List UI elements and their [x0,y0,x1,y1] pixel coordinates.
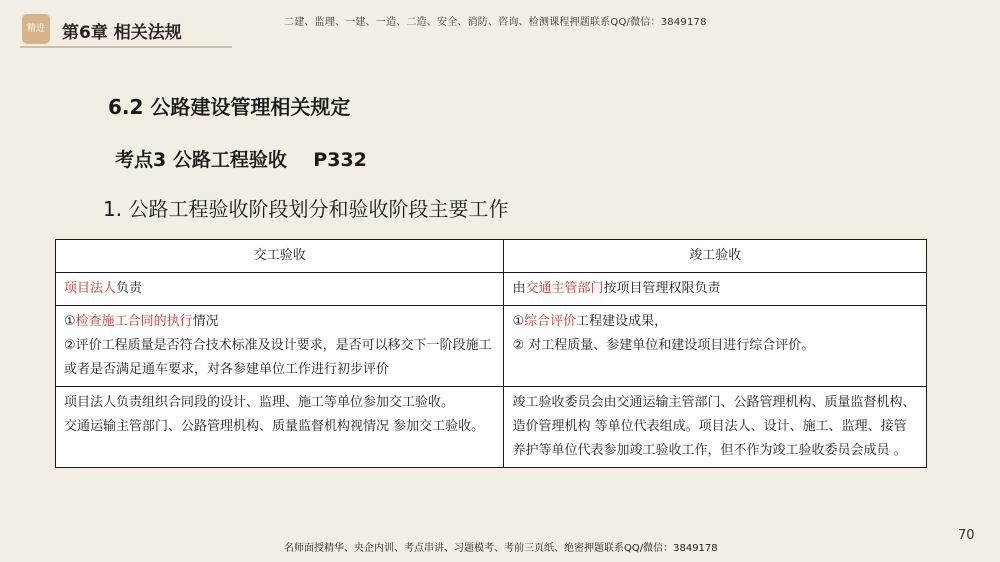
logo-badge: 精进 [22,14,50,44]
cell-line: ② 对工程质量、参建单位和建设项目进行综合评价。 [512,338,815,353]
cell-tasks-left [56,306,504,387]
table-row [56,273,927,306]
cell-text: 工程建设成果， [576,314,668,329]
highlight-text: 项目法人 [64,281,117,296]
highlight-text: 检查施工合同的执行 [75,314,193,329]
cell-responsible-right [504,273,927,306]
table-header-row [56,240,927,273]
table-row [56,387,927,468]
cell-line: ②评价工程质量是否符合技术标准及设计要求，是否可以移交下一阶段施工或者是否满足通车要求，对各参建单位工作进行初步评价 [64,338,492,377]
cell-line [64,310,495,334]
subtitle: 1. 公路工程验收阶段划分和验收阶段主要工作 [103,197,509,221]
cell-text: 负责 [116,281,143,296]
cell-tasks-right [504,306,927,387]
cell-text: 按项目管理权限负责 [603,281,721,296]
table-row [56,306,927,387]
chapter-divider [20,46,232,48]
page-number: 70 [958,528,975,543]
cell-participants-right [504,387,927,468]
header-handover-acceptance: 交工验收 [56,240,504,273]
cell-participants-left [56,387,504,468]
cell-line [512,310,918,334]
highlight-text: 交通主管部门 [525,281,604,296]
cell-text: ① [64,314,76,329]
cell-text: 情况 [192,314,219,329]
section-title: 6.2 公路建设管理相关规定 [108,95,351,119]
cell-text: 由 [512,281,526,296]
cell-line: 交通运输主管部门、公路管理机构、质量监督机构视情况 参加交工验收。 [64,419,485,434]
cell-line: 竣工验收委员会由交通运输主管部门、公路管理机构、质量监督机构、造价管理机构 等单位代表组成。项目法人、设计、施工、监理、接管养护等单位代表参加竣工验收工作，但不作为竣工验收委员会成员 。 [512,395,916,458]
point-title: 考点3 公路工程验收 P332 [115,149,367,171]
header-completion-acceptance: 竣工验收 [504,240,927,273]
highlight-text: 综合评价 [524,314,577,329]
chapter-title: 第6章 相关法规 [62,23,182,43]
cell-text: ① [512,314,525,329]
top-banner: 二建、监理、一建、一造、二造、安全、消防、咨询、检测课程押题联系QQ/微信：3849178 [284,17,707,28]
cell-line: 项目法人负责组织合同段的设计、监理、施工等单位参加交工验收。 [64,395,455,410]
acceptance-table [55,239,927,468]
cell-responsible-left [56,273,504,306]
footer-banner: 名师面授精华、央企内训、考点串讲、习题模考、考前三页纸、绝密押题联系QQ/微信：3849178 [284,543,718,554]
